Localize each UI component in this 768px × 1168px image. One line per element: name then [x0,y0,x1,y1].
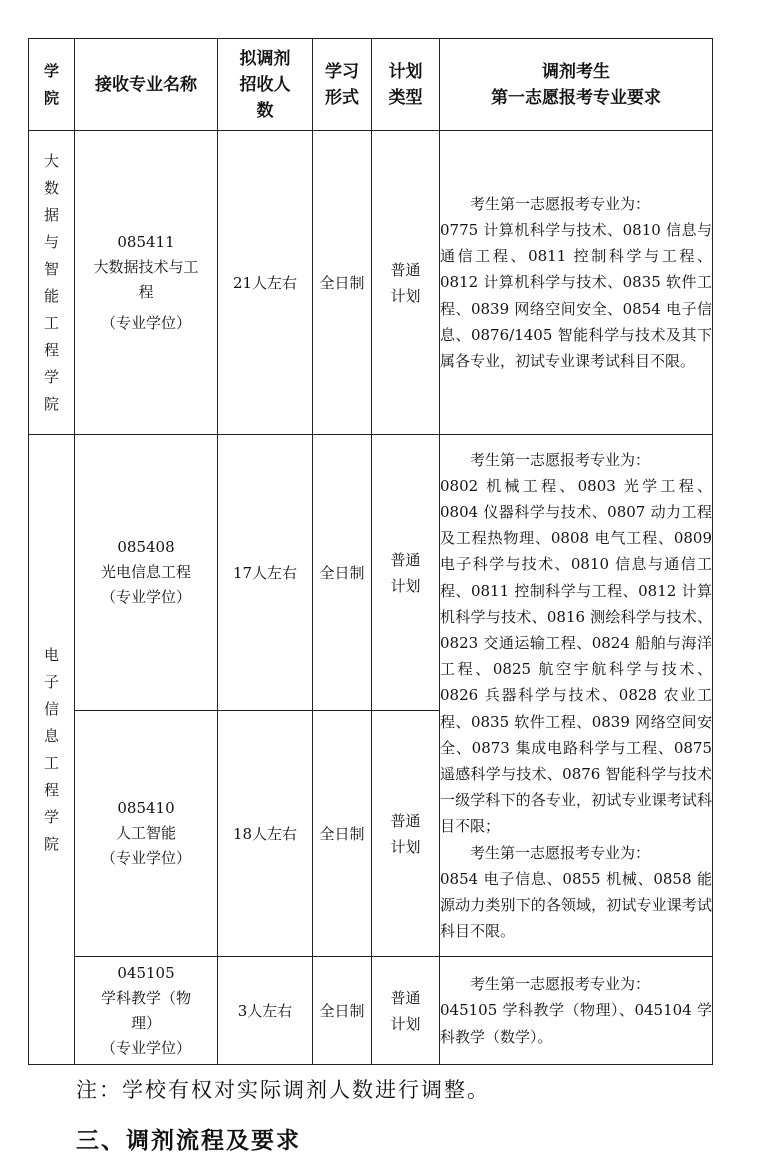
major-cell: 085410 人工智能 （专业学位） [75,711,218,957]
header-plan: 计划类型 [372,39,440,131]
section-heading: 三、调剂流程及要求 [76,1127,301,1154]
requirement-cell: 考生第一志愿报考专业为： 0775 计算机科学与技术、0810 信息与通信工程、0811 控制科学与工程、0812 计算机科学与技术、0835 软件工程、0839 网络空间安全、0854 电子信息、0876/1405 智能科学与技术及其下属各专业，初试专业课考试科目不限。 [440,131,713,435]
requirement-cell: 考生第一志愿报考专业为： 045105 学科教学（物理）、045104 学科教学（数学）。 [440,957,713,1065]
major-cell: 085411 大数据技术与工程 （专业学位） [75,131,218,435]
plan-cell: 普通计划 [372,957,440,1065]
note-text: 注：学校有权对实际调剂人数进行调整。 [76,1078,490,1102]
header-major: 接收专业名称 [75,39,218,131]
count-cell: 17人左右 [218,435,313,711]
table-row [29,131,713,435]
table-row [29,957,713,1065]
mode-cell: 全日制 [313,435,372,711]
plan-cell: 普通计划 [372,131,440,435]
header-row [29,39,713,131]
header-college: 学院 [29,39,75,131]
adjustment-table [28,38,713,1065]
count-cell: 3人左右 [218,957,313,1065]
college-cell: 电子信息工程学院 [29,435,75,1065]
header-requirement: 调剂考生 第一志愿报考专业要求 [440,39,713,131]
plan-cell: 普通计划 [372,711,440,957]
header-mode: 学习形式 [313,39,372,131]
count-cell: 21人左右 [218,131,313,435]
table-row [29,435,713,711]
mode-cell: 全日制 [313,957,372,1065]
college-cell: 大数据与智能工程学院 [29,131,75,435]
major-cell: 085408 光电信息工程 （专业学位） [75,435,218,711]
major-cell: 045105 学科教学（物理） （专业学位） [75,957,218,1065]
count-cell: 18人左右 [218,711,313,957]
requirement-cell: 考生第一志愿报考专业为： 0802 机械工程、0803 光学工程、0804 仪器科学与技术、0807 动力工程及工程热物理、0808 电气工程、0809 电子科学与技术、0810 信息与通信工程、0811 控制科学与工程、0812 计算机科学与技术、0816 测绘科学与技术、0823 交通运输工程、0824 船舶与海洋工程、0825 航空宇航科学与技术、0826 兵器科学与技术、0828 农业工程、0835 软件工程、0839 网络空间安全、0873 集成电路科学与工程、0875 遥感科学与技术、0876 智能科学与技术一级学科下的各专业，初试专业课考试科目不限； 考生第一志愿报考专业为： 0854 电子信息、0855 机械、0858 能源动力类别下的各领域，初试专业课考试科目不限。 [440,435,713,957]
plan-cell: 普通计划 [372,435,440,711]
mode-cell: 全日制 [313,131,372,435]
header-count: 拟调剂招收人数 [218,39,313,131]
mode-cell: 全日制 [313,711,372,957]
